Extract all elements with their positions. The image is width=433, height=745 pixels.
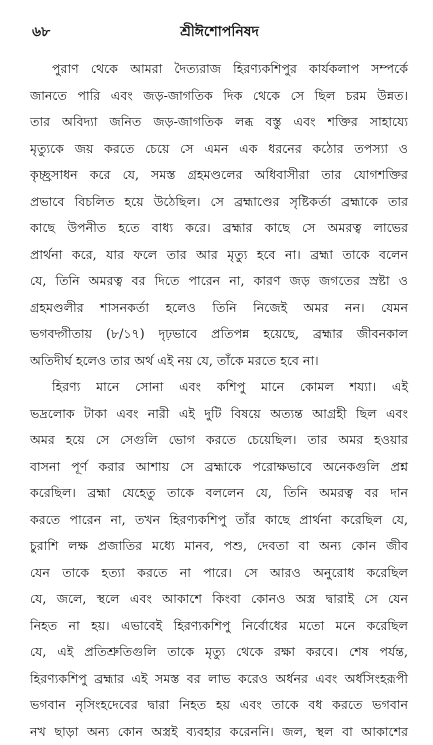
text-line: মৃত্যুকে জয় করতে চেয়ে সে এমন এক ধরনের কঠোর তপস্যা ও [30,136,408,163]
paragraph [30,56,408,374]
text-line: যে, এই প্রতিশ্রুতিগুলি তাকে মৃত্যু থেকে রক্ষা করবে। শেষ পর্যন্ত, [30,639,408,666]
text-line: করতে পারেন না, তখন হিরণ্যকশিপু তাঁর কাছে প্রার্থনা করেছিল যে, [30,507,408,534]
text-line: বাসনা পূর্ণ করার আশায় সে ব্রহ্মাকে পরোক্ষভাবে অনেকগুলি প্রশ্ন [30,454,408,481]
text-line: যে, তিনি অমরত্ব বর দিতে পারেন না, কারণ জড় জগতের স্রষ্টা ও [30,268,408,295]
text-line: অতিদীর্ঘ হলেও তার অর্থ এই নয় যে, তাঁকে মরতে হবে না। [30,348,408,375]
running-title: শ্রীঈশোপনিষদ [32,20,407,44]
text-line: কাছে উপনীত হতে বাধ্য করে। ব্রহ্মার কাছে সে অমরত্ব লাভের [30,215,408,242]
text-line: নখ ছাড়া অন্য কোন অস্ত্রই ব্যবহার করেননি। জল, স্থল বা আকাশের [30,719,408,745]
text-line: ভদ্রলোক টাকা এবং নারী এই দুটি বিষয়ে অত্যন্ত আগ্রহী ছিল এবং [30,401,408,428]
paragraph [30,374,408,745]
text-line: হিরণ্যকশিপু ব্রহ্মার এই সমস্ত বর লাভ করেও অর্ধনর এবং অর্ধসিংহরূপী [30,666,408,693]
text-line: নিহত না হয়। এভাবেই হিরণ্যকশিপু নির্বোধের মতো মনে করেছিল [30,613,408,640]
text-line: কৃচ্ছ্রসাধন করে যে, সমস্ত গ্রহমণ্ডলের অধিবাসীরা তার যোগশক্তির [30,162,408,189]
text-line: চুরাশি লক্ষ প্রজাতির মধ্যে মানব, পশু, দেবতা বা অন্য কোন জীব [30,533,408,560]
text-line: যে, জলে, স্থলে এবং আকাশে কিংবা কোনও অস্ত্র দ্বারাই সে যেন [30,586,408,613]
text-line: গ্রহমণ্ডলীর শাসনকর্তা হলেও তিনি নিজেই অমর নন। যেমন [30,295,408,322]
text-line: করেছিল। ব্রহ্মা যেহেতু তাকে বললেন যে, তিনি অমরত্ব বর দান [30,480,408,507]
text-line: ভগবদ্গীতায় (৮/১৭) দৃঢ়ভাবে প্রতিপন্ন হয়েছে, ব্রহ্মার জীবনকাল [30,321,408,348]
text-line: প্রভাবে বিচলিত হয়ে উঠেছিল। সে ব্রহ্মাণ্ডের সৃষ্টিকর্তা ব্রহ্মাকে তার [30,189,408,216]
body-text [30,56,408,745]
text-line: প্রার্থনা করে, যার ফলে তার আর মৃত্যু হবে না। ব্রহ্মা তাকে বলেন [30,242,408,269]
page-header [32,20,407,40]
page-number: ৬৮ [32,20,50,44]
text-line: পুরাণ থেকে আমরা দৈত্যরাজ হিরণ্যকশিপুর কার্যকলাপ সম্পর্কে [30,56,408,83]
text-line: জানতে পারি এবং জড়-জাগতিক দিক থেকে সে ছিল চরম উন্নত। [30,83,408,110]
text-line: ভগবান নৃসিংহদেবের দ্বারা নিহত হয় এবং তাকে বধ করতে ভগবান [30,692,408,719]
text-line: যেন তাকে হত্যা করতে না পারে। সে আরও অনুরোধ করেছিল [30,560,408,587]
text-line: তার অবিদ্যা জনিত জড়-জাগতিক লব্ধ বস্তু এবং শক্তির সাহায্যে [30,109,408,136]
text-line: অমর হয়ে সে সেগুলি ভোগ করতে চেয়েছিল। তার অমর হওয়ার [30,427,408,454]
text-line: হিরণ্য মানে সোনা এবং কশিপু মানে কোমল শয্যা। এই [30,374,408,401]
